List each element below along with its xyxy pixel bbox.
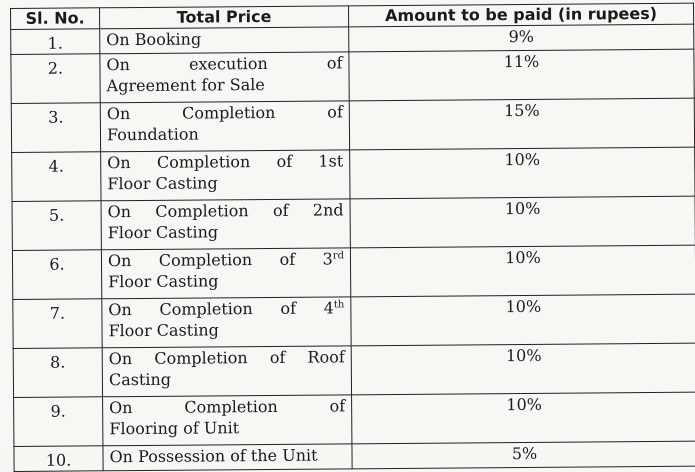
description-line-1: On Possession of the Unit <box>109 445 318 467</box>
description-line-2: Floor Casting <box>107 173 218 194</box>
description-line-1: On Completion of <box>106 102 343 124</box>
row-sl-no: 10. <box>14 446 103 472</box>
description-line-2: Floor Casting <box>108 320 219 341</box>
row-description <box>101 150 350 201</box>
row-sl-no: 8. <box>13 348 102 398</box>
row-amount: 10% <box>350 147 695 199</box>
row-sl-no: 6. <box>12 250 101 300</box>
description-line-1: On Completion of Roof <box>108 347 345 369</box>
row-amount: 5% <box>352 441 695 469</box>
row-description <box>102 346 351 397</box>
table-row <box>11 49 694 103</box>
row-description <box>101 199 350 250</box>
row-description <box>100 101 349 152</box>
row-amount: 15% <box>349 98 694 150</box>
description-line-1 <box>108 248 344 271</box>
row-amount: 10% <box>351 343 695 395</box>
description-line-2: Foundation <box>106 124 199 145</box>
row-sl-no: 3. <box>11 103 100 153</box>
description-line-1-text: On Completion of 4 <box>108 298 334 320</box>
header-sl-no: Sl. No. <box>11 8 100 30</box>
description-line-2: Floor Casting <box>107 222 219 243</box>
description-line-2: Flooring of Unit <box>109 418 240 439</box>
row-description <box>100 27 349 54</box>
row-sl-no: 9. <box>14 397 103 447</box>
row-sl-no: 2. <box>11 54 100 104</box>
table-row <box>13 343 695 397</box>
row-description <box>101 248 350 299</box>
row-sl-no: 1. <box>11 29 100 55</box>
table-row <box>14 392 695 446</box>
ordinal-suffix: th <box>333 299 345 311</box>
row-amount: 10% <box>352 392 695 444</box>
header-total-price: Total Price <box>100 6 349 29</box>
description-line-1: On Completion of 2nd <box>107 200 344 222</box>
table-row <box>14 441 695 471</box>
header-amount: Amount to be paid (in rupees) <box>348 3 693 27</box>
description-line-1: On Completion of 1st <box>107 151 344 173</box>
row-description <box>103 395 352 446</box>
description-line-2: Floor Casting <box>108 271 219 292</box>
table-row <box>11 98 694 152</box>
table-row <box>13 294 695 348</box>
description-line-1 <box>108 297 344 320</box>
row-description <box>103 444 352 471</box>
row-amount: 10% <box>350 245 695 297</box>
description-line-1-text: On Completion of 3 <box>107 249 333 271</box>
row-amount: 10% <box>351 294 695 346</box>
description-line-1: On Completion of <box>109 396 346 418</box>
row-sl-no: 5. <box>12 201 101 251</box>
table-row <box>12 196 695 250</box>
payment-schedule-table <box>10 3 695 472</box>
row-amount: 9% <box>349 24 694 52</box>
description-line-1: On execution of <box>106 53 343 75</box>
description-line-2: Casting <box>108 369 172 390</box>
row-sl-no: 4. <box>12 152 101 202</box>
table-row <box>12 147 695 201</box>
row-description <box>102 297 351 348</box>
row-description <box>100 52 349 103</box>
description-line-2: Agreement for Sale <box>106 75 265 96</box>
row-amount: 11% <box>349 49 694 101</box>
row-sl-no: 7. <box>13 299 102 349</box>
description-line-1: On Booking <box>106 29 202 50</box>
ordinal-suffix: rd <box>332 250 345 262</box>
table-row <box>12 245 695 299</box>
row-amount: 10% <box>350 196 695 248</box>
